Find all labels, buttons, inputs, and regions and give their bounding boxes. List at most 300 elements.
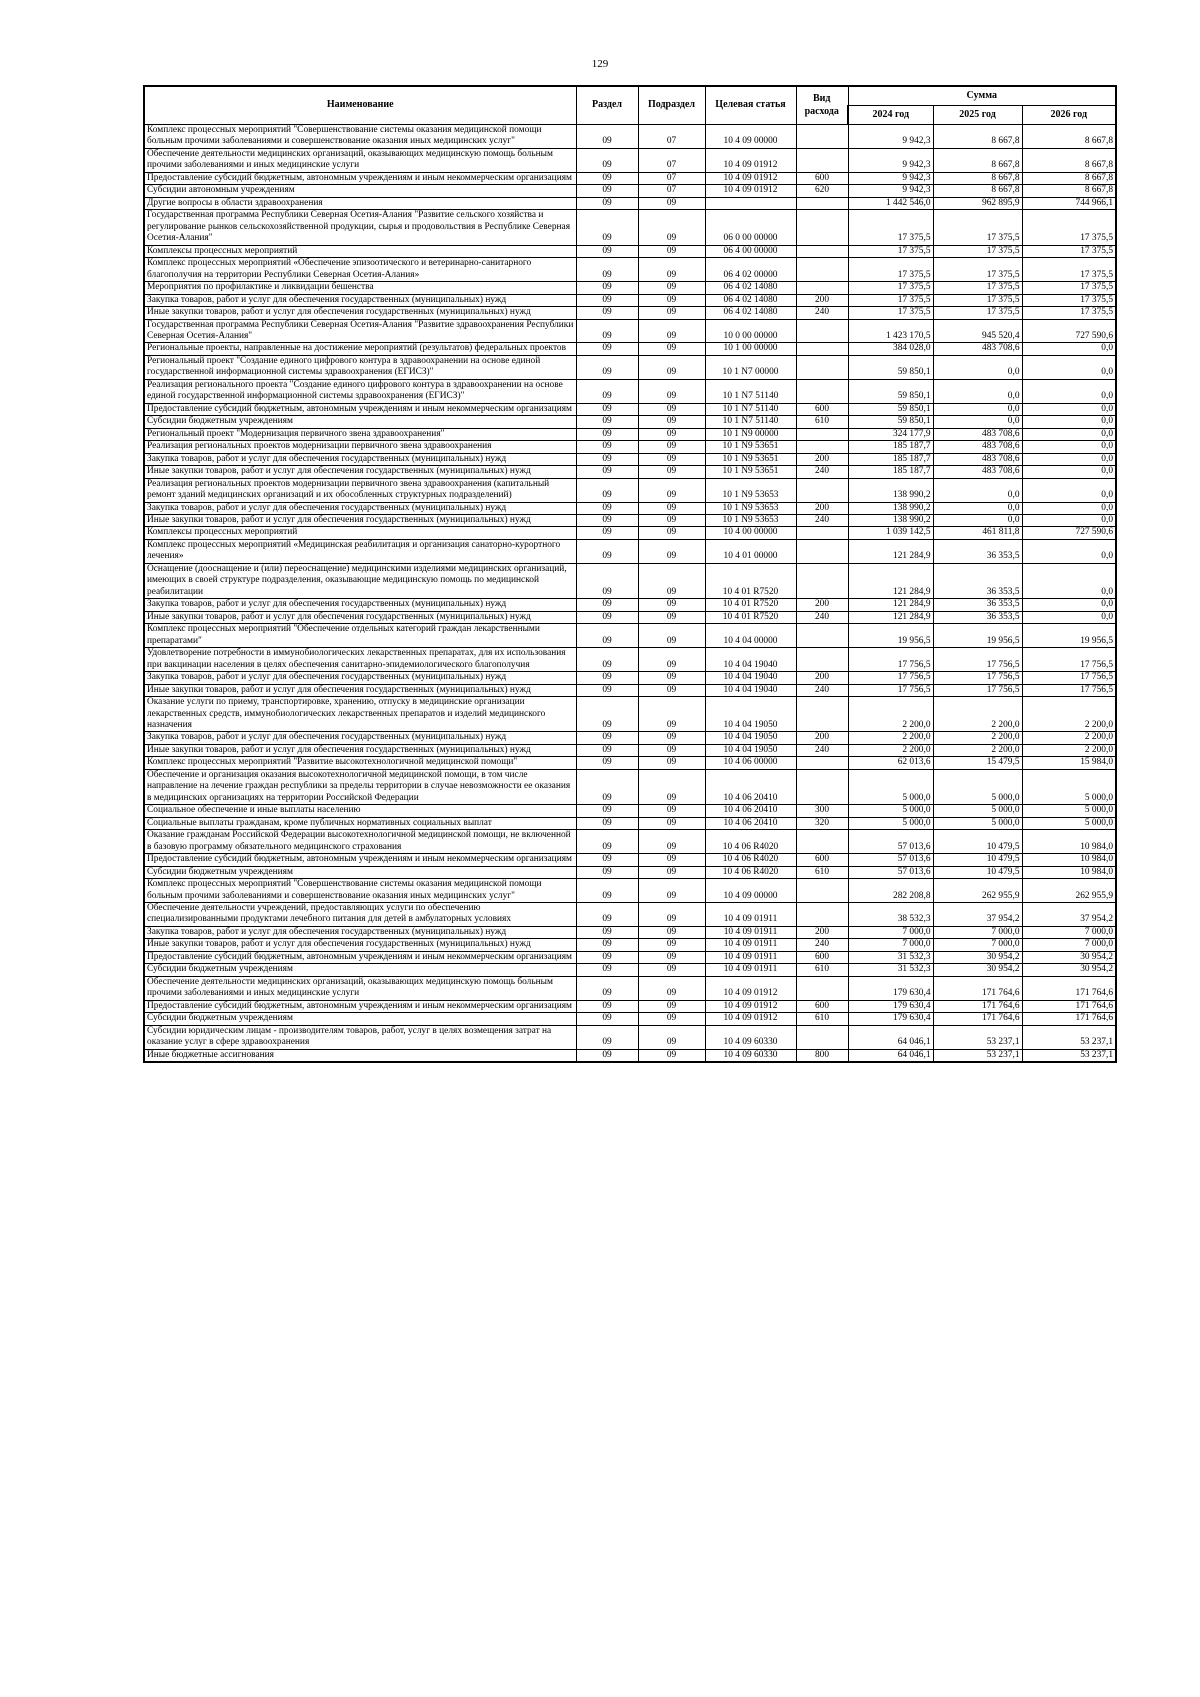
row-expense-kind <box>796 648 848 672</box>
row-section: 09 <box>576 976 638 1000</box>
row-target-article: 10 4 04 19040 <box>705 648 796 672</box>
row-sum-2025: 483 708,6 <box>933 441 1022 453</box>
row-section: 09 <box>576 441 638 453</box>
row-target-article: 10 4 09 01911 <box>705 964 796 976</box>
row-sum-2026: 17 375,5 <box>1022 258 1116 282</box>
row-expense-kind: 200 <box>796 732 848 744</box>
row-target-article: 10 4 06 R4020 <box>705 830 796 854</box>
row-subsection: 09 <box>638 805 705 817</box>
row-sum-2024: 57 013,6 <box>848 854 933 866</box>
row-expense-kind <box>796 343 848 355</box>
row-target-article: 10 4 09 01912 <box>705 1013 796 1025</box>
table-row <box>144 684 1116 696</box>
row-name: Иные закупки товаров, работ и услуг для обеспечения государственных (муниципальных) нужд <box>144 466 576 478</box>
table-row <box>144 951 1116 963</box>
row-section: 09 <box>576 624 638 648</box>
row-section: 09 <box>576 539 638 563</box>
row-sum-2025: 15 479,5 <box>933 757 1022 769</box>
table-row <box>144 453 1116 465</box>
row-expense-kind: 320 <box>796 817 848 829</box>
row-expense-kind: 200 <box>796 453 848 465</box>
row-section: 09 <box>576 478 638 502</box>
row-sum-2025: 0,0 <box>933 355 1022 379</box>
row-expense-kind: 240 <box>796 684 848 696</box>
row-sum-2024: 121 284,9 <box>848 611 933 623</box>
row-target-article: 10 4 04 19050 <box>705 697 796 732</box>
row-name: Обеспечение деятельности медицинских организаций, оказывающих медицинскую помощь больным прочими заболеваниями и иных медицинские услуги <box>144 148 576 172</box>
row-expense-kind: 240 <box>796 611 848 623</box>
row-target-article: 10 4 06 00000 <box>705 757 796 769</box>
row-sum-2024: 179 630,4 <box>848 976 933 1000</box>
row-sum-2024: 384 028,0 <box>848 343 933 355</box>
row-subsection: 09 <box>638 648 705 672</box>
row-sum-2026: 7 000,0 <box>1022 926 1116 938</box>
row-target-article: 10 4 09 60330 <box>705 1025 796 1049</box>
row-section: 09 <box>576 757 638 769</box>
row-sum-2026: 8 667,8 <box>1022 125 1116 149</box>
row-sum-2025: 53 237,1 <box>933 1049 1022 1062</box>
row-sum-2025: 483 708,6 <box>933 453 1022 465</box>
row-name: Комплекс процессных мероприятий "Совершенствование системы оказания медицинской помощи больным прочими заболеваниями и совершенствование оказания иных медицинских услуг" <box>144 879 576 903</box>
row-subsection: 09 <box>638 527 705 539</box>
row-name: Мероприятия по профилактике и ликвидации бешенства <box>144 282 576 294</box>
row-sum-2024: 9 942,3 <box>848 172 933 184</box>
row-sum-2026: 10 984,0 <box>1022 866 1116 878</box>
row-section: 09 <box>576 125 638 149</box>
row-sum-2024: 5 000,0 <box>848 817 933 829</box>
row-name: Закупка товаров, работ и услуг для обеспечения государственных (муниципальных) нужд <box>144 732 576 744</box>
row-subsection: 09 <box>638 976 705 1000</box>
row-name: Субсидии бюджетным учреждениям <box>144 964 576 976</box>
row-target-article: 10 1 N9 53653 <box>705 515 796 527</box>
row-sum-2026: 0,0 <box>1022 599 1116 611</box>
row-expense-kind <box>796 319 848 343</box>
table-row <box>144 926 1116 938</box>
row-subsection: 09 <box>638 563 705 598</box>
table-row <box>144 294 1116 306</box>
row-sum-2026: 0,0 <box>1022 441 1116 453</box>
row-name: Иные закупки товаров, работ и услуг для обеспечения государственных (муниципальных) нужд <box>144 611 576 623</box>
row-sum-2026: 5 000,0 <box>1022 817 1116 829</box>
row-sum-2026: 0,0 <box>1022 466 1116 478</box>
row-sum-2025: 7 000,0 <box>933 939 1022 951</box>
row-expense-kind <box>796 428 848 440</box>
row-subsection: 09 <box>638 599 705 611</box>
row-subsection: 09 <box>638 355 705 379</box>
row-name: Удовлетворение потребности в иммунобиологических лекарственных препаратах, для их использования при вакцинации населения в целях обеспечения санитарно-эпидемиологического благополучия <box>144 648 576 672</box>
row-sum-2025: 36 353,5 <box>933 599 1022 611</box>
row-sum-2024: 31 532,3 <box>848 964 933 976</box>
row-sum-2026: 8 667,8 <box>1022 172 1116 184</box>
row-sum-2026: 15 984,0 <box>1022 757 1116 769</box>
row-expense-kind <box>796 125 848 149</box>
row-name: Закупка товаров, работ и услуг для обеспечения государственных (муниципальных) нужд <box>144 926 576 938</box>
row-subsection: 09 <box>638 866 705 878</box>
row-sum-2024: 7 000,0 <box>848 939 933 951</box>
row-sum-2025: 17 756,5 <box>933 684 1022 696</box>
row-name: Закупка товаров, работ и услуг для обеспечения государственных (муниципальных) нужд <box>144 672 576 684</box>
row-sum-2025: 0,0 <box>933 379 1022 403</box>
row-target-article: 10 0 00 00000 <box>705 319 796 343</box>
row-sum-2025: 171 764,6 <box>933 1013 1022 1025</box>
row-sum-2024: 121 284,9 <box>848 599 933 611</box>
row-name: Закупка товаров, работ и услуг для обеспечения государственных (муниципальных) нужд <box>144 502 576 514</box>
row-expense-kind <box>796 478 848 502</box>
row-subsection: 09 <box>638 926 705 938</box>
row-sum-2026: 19 956,5 <box>1022 624 1116 648</box>
row-section: 09 <box>576 282 638 294</box>
row-name: Оснащение (дооснащение и (или) переоснащение) медицинскими изделиями медицинских организаций, имеющих в своей структуре подразделения, оказывающие медицинскую помощь по медицинской реабилитации <box>144 563 576 598</box>
row-sum-2025: 5 000,0 <box>933 817 1022 829</box>
row-expense-kind <box>796 148 848 172</box>
row-target-article: 10 1 N7 51140 <box>705 403 796 415</box>
row-subsection: 09 <box>638 903 705 927</box>
row-subsection: 09 <box>638 939 705 951</box>
row-expense-kind: 240 <box>796 939 848 951</box>
row-section: 09 <box>576 903 638 927</box>
row-subsection: 09 <box>638 428 705 440</box>
row-subsection: 09 <box>638 684 705 696</box>
row-name: Социальное обеспечение и иные выплаты населению <box>144 805 576 817</box>
row-sum-2025: 36 353,5 <box>933 539 1022 563</box>
row-expense-kind: 600 <box>796 854 848 866</box>
table-row <box>144 343 1116 355</box>
row-target-article: 10 1 N7 51140 <box>705 416 796 428</box>
row-expense-kind <box>796 563 848 598</box>
row-sum-2026: 7 000,0 <box>1022 939 1116 951</box>
row-expense-kind <box>796 355 848 379</box>
row-sum-2026: 30 954,2 <box>1022 951 1116 963</box>
row-expense-kind <box>796 757 848 769</box>
row-sum-2025: 461 811,8 <box>933 527 1022 539</box>
row-section: 09 <box>576 732 638 744</box>
row-section: 09 <box>576 926 638 938</box>
table-body <box>144 125 1116 1063</box>
row-sum-2026: 0,0 <box>1022 502 1116 514</box>
row-subsection: 09 <box>638 197 705 209</box>
row-sum-2026: 0,0 <box>1022 343 1116 355</box>
row-sum-2024: 282 208,8 <box>848 879 933 903</box>
row-sum-2025: 30 954,2 <box>933 964 1022 976</box>
row-sum-2024: 38 532,3 <box>848 903 933 927</box>
row-expense-kind: 610 <box>796 866 848 878</box>
row-subsection: 09 <box>638 416 705 428</box>
row-sum-2025: 10 479,5 <box>933 830 1022 854</box>
row-sum-2026: 8 667,8 <box>1022 148 1116 172</box>
row-sum-2024: 19 956,5 <box>848 624 933 648</box>
row-target-article: 10 1 N9 00000 <box>705 428 796 440</box>
table-row <box>144 732 1116 744</box>
row-name: Иные закупки товаров, работ и услуг для обеспечения государственных (муниципальных) нужд <box>144 744 576 756</box>
row-section: 09 <box>576 307 638 319</box>
row-sum-2024: 17 375,5 <box>848 282 933 294</box>
table-row <box>144 478 1116 502</box>
row-sum-2026: 17 375,5 <box>1022 210 1116 245</box>
row-sum-2026: 17 756,5 <box>1022 672 1116 684</box>
header-name: Наименование <box>144 86 576 125</box>
header-year-2025: 2025 год <box>933 106 1022 125</box>
row-section: 09 <box>576 527 638 539</box>
row-sum-2026: 8 667,8 <box>1022 185 1116 197</box>
row-subsection: 09 <box>638 282 705 294</box>
row-sum-2026: 0,0 <box>1022 428 1116 440</box>
row-section: 09 <box>576 879 638 903</box>
row-section: 09 <box>576 697 638 732</box>
table-row <box>144 379 1116 403</box>
row-expense-kind: 200 <box>796 294 848 306</box>
row-sum-2025: 5 000,0 <box>933 805 1022 817</box>
row-sum-2025: 19 956,5 <box>933 624 1022 648</box>
row-sum-2026: 17 375,5 <box>1022 307 1116 319</box>
row-sum-2026: 0,0 <box>1022 379 1116 403</box>
row-expense-kind: 620 <box>796 185 848 197</box>
row-target-article: 10 4 04 00000 <box>705 624 796 648</box>
row-target-article: 10 4 01 R7520 <box>705 563 796 598</box>
row-target-article: 10 4 09 01912 <box>705 148 796 172</box>
row-subsection: 09 <box>638 307 705 319</box>
row-name: Комплекс процессных мероприятий «Медицинская реабилитация и организация санаторно-курортного лечения» <box>144 539 576 563</box>
table-row <box>144 1049 1116 1062</box>
row-expense-kind: 200 <box>796 599 848 611</box>
row-sum-2024: 64 046,1 <box>848 1025 933 1049</box>
row-expense-kind <box>796 1025 848 1049</box>
row-sum-2024: 9 942,3 <box>848 185 933 197</box>
row-sum-2025: 17 375,5 <box>933 245 1022 257</box>
row-sum-2024: 17 375,5 <box>848 258 933 282</box>
row-sum-2024: 121 284,9 <box>848 563 933 598</box>
row-target-article: 10 4 06 R4020 <box>705 854 796 866</box>
row-sum-2024: 1 442 546,0 <box>848 197 933 209</box>
row-name: Иные бюджетные ассигнования <box>144 1049 576 1062</box>
row-name: Оказание услуги по приему, транспортировке, хранению, отпуску в медицинские организации лекарственных средств, иммунобиологических лекарственных препаратов и изделий медицинского назначения <box>144 697 576 732</box>
row-section: 09 <box>576 964 638 976</box>
row-name: Комплекс процессных мероприятий "Обеспечение отдельных категорий граждан лекарственными препаратами" <box>144 624 576 648</box>
row-target-article: 10 4 09 01911 <box>705 903 796 927</box>
row-subsection: 09 <box>638 453 705 465</box>
row-sum-2024: 2 200,0 <box>848 744 933 756</box>
row-target-article: 06 4 02 14080 <box>705 282 796 294</box>
table-row <box>144 1013 1116 1025</box>
budget-table <box>143 85 1117 1063</box>
row-subsection: 09 <box>638 951 705 963</box>
row-expense-kind: 600 <box>796 951 848 963</box>
row-expense-kind: 240 <box>796 744 848 756</box>
row-section: 09 <box>576 769 638 804</box>
row-sum-2026: 0,0 <box>1022 611 1116 623</box>
row-section: 09 <box>576 355 638 379</box>
row-name: Закупка товаров, работ и услуг для обеспечения государственных (муниципальных) нужд <box>144 599 576 611</box>
row-sum-2025: 5 000,0 <box>933 769 1022 804</box>
table-row <box>144 976 1116 1000</box>
row-subsection: 09 <box>638 854 705 866</box>
row-section: 09 <box>576 611 638 623</box>
row-expense-kind: 240 <box>796 307 848 319</box>
row-section: 09 <box>576 830 638 854</box>
row-section: 09 <box>576 1025 638 1049</box>
row-name: Комплекс процессных мероприятий «Обеспечение эпизоотического и ветеринарно-санитарного благополучия на территории Республики Северная Осетия-Алания» <box>144 258 576 282</box>
table-row <box>144 282 1116 294</box>
row-section: 09 <box>576 648 638 672</box>
row-subsection: 09 <box>638 830 705 854</box>
row-target-article: 10 4 04 19040 <box>705 684 796 696</box>
row-expense-kind: 800 <box>796 1049 848 1062</box>
row-sum-2025: 17 375,5 <box>933 294 1022 306</box>
row-sum-2025: 53 237,1 <box>933 1025 1022 1049</box>
row-sum-2026: 10 984,0 <box>1022 854 1116 866</box>
row-sum-2026: 744 966,1 <box>1022 197 1116 209</box>
row-sum-2025: 17 375,5 <box>933 282 1022 294</box>
table-row <box>144 441 1116 453</box>
row-subsection: 09 <box>638 379 705 403</box>
row-sum-2025: 8 667,8 <box>933 185 1022 197</box>
row-expense-kind: 300 <box>796 805 848 817</box>
row-sum-2025: 10 479,5 <box>933 854 1022 866</box>
table-row <box>144 416 1116 428</box>
row-target-article: 10 1 N9 53653 <box>705 478 796 502</box>
table-row <box>144 245 1116 257</box>
table-row <box>144 502 1116 514</box>
row-target-article: 10 1 N9 53651 <box>705 453 796 465</box>
row-sum-2024: 9 942,3 <box>848 125 933 149</box>
row-name: Иные закупки товаров, работ и услуг для обеспечения государственных (муниципальных) нужд <box>144 684 576 696</box>
header-subsection: Подраздел <box>638 86 705 125</box>
row-subsection: 09 <box>638 1049 705 1062</box>
row-expense-kind: 610 <box>796 1013 848 1025</box>
row-name: Закупка товаров, работ и услуг для обеспечения государственных (муниципальных) нужд <box>144 453 576 465</box>
row-sum-2024: 7 000,0 <box>848 926 933 938</box>
row-sum-2024: 2 200,0 <box>848 732 933 744</box>
row-subsection: 09 <box>638 1025 705 1049</box>
row-section: 09 <box>576 343 638 355</box>
row-target-article: 10 4 09 01912 <box>705 185 796 197</box>
row-subsection: 09 <box>638 258 705 282</box>
row-sum-2026: 262 955,9 <box>1022 879 1116 903</box>
row-expense-kind <box>796 697 848 732</box>
table-row <box>144 515 1116 527</box>
row-sum-2026: 0,0 <box>1022 478 1116 502</box>
row-sum-2024: 179 630,4 <box>848 1013 933 1025</box>
row-section: 09 <box>576 245 638 257</box>
row-subsection: 09 <box>638 1013 705 1025</box>
row-target-article: 06 4 02 14080 <box>705 294 796 306</box>
row-name: Предоставление субсидий бюджетным, автономным учреждениям и иным некоммерческим организациям <box>144 1000 576 1012</box>
row-expense-kind: 200 <box>796 502 848 514</box>
row-section: 09 <box>576 1000 638 1012</box>
row-sum-2026: 10 984,0 <box>1022 830 1116 854</box>
row-sum-2026: 2 200,0 <box>1022 744 1116 756</box>
row-subsection: 09 <box>638 769 705 804</box>
table-row <box>144 697 1116 732</box>
table-row <box>144 563 1116 598</box>
row-target-article: 10 4 04 19040 <box>705 672 796 684</box>
row-sum-2024: 59 850,1 <box>848 403 933 415</box>
row-expense-kind: 600 <box>796 1000 848 1012</box>
row-sum-2025: 10 479,5 <box>933 866 1022 878</box>
row-section: 09 <box>576 684 638 696</box>
row-sum-2024: 57 013,6 <box>848 866 933 878</box>
row-subsection: 09 <box>638 294 705 306</box>
row-target-article: 10 4 06 20410 <box>705 817 796 829</box>
row-name: Комплекс процессных мероприятий "Развитие высокотехнологичной медицинской помощи" <box>144 757 576 769</box>
row-sum-2024: 17 756,5 <box>848 672 933 684</box>
row-name: Региональный проект "Модернизация первичного звена здравоохранения" <box>144 428 576 440</box>
row-sum-2026: 5 000,0 <box>1022 769 1116 804</box>
table-row <box>144 611 1116 623</box>
row-expense-kind <box>796 539 848 563</box>
table-row <box>144 466 1116 478</box>
row-sum-2024: 5 000,0 <box>848 805 933 817</box>
row-name: Другие вопросы в области здравоохранения <box>144 197 576 209</box>
table-row <box>144 197 1116 209</box>
row-name: Субсидии юридическим лицам - производителям товаров, работ, услуг в целях возмещения затрат на оказание услуг в сфере здравоохранения <box>144 1025 576 1049</box>
header-target-article: Целевая статья <box>705 86 796 125</box>
table-row <box>144 939 1116 951</box>
row-target-article: 10 4 09 01912 <box>705 1000 796 1012</box>
row-target-article: 10 1 N9 53651 <box>705 441 796 453</box>
row-sum-2025: 8 667,8 <box>933 148 1022 172</box>
row-sum-2025: 17 756,5 <box>933 672 1022 684</box>
row-sum-2026: 17 375,5 <box>1022 282 1116 294</box>
row-subsection: 09 <box>638 245 705 257</box>
row-sum-2025: 0,0 <box>933 478 1022 502</box>
row-subsection: 09 <box>638 744 705 756</box>
row-expense-kind <box>796 769 848 804</box>
row-name: Оказание гражданам Российской Федерации высокотехнологичной медицинской помощи, не включенной в базовую программу обязательного медицинского страхования <box>144 830 576 854</box>
row-expense-kind <box>796 624 848 648</box>
row-expense-kind <box>796 282 848 294</box>
row-section: 09 <box>576 258 638 282</box>
row-name: Закупка товаров, работ и услуг для обеспечения государственных (муниципальных) нужд <box>144 294 576 306</box>
row-name: Иные закупки товаров, работ и услуг для обеспечения государственных (муниципальных) нужд <box>144 307 576 319</box>
table-row <box>144 428 1116 440</box>
table-row <box>144 355 1116 379</box>
row-sum-2024: 138 990,2 <box>848 478 933 502</box>
row-name: Предоставление субсидий бюджетным, автономным учреждениям и иным некоммерческим организациям <box>144 172 576 184</box>
row-sum-2025: 2 200,0 <box>933 744 1022 756</box>
row-sum-2026: 0,0 <box>1022 515 1116 527</box>
table-row <box>144 854 1116 866</box>
row-subsection: 09 <box>638 478 705 502</box>
row-subsection: 07 <box>638 185 705 197</box>
row-subsection: 09 <box>638 343 705 355</box>
row-sum-2024: 59 850,1 <box>848 379 933 403</box>
row-sum-2026: 37 954,2 <box>1022 903 1116 927</box>
row-target-article: 10 4 00 00000 <box>705 527 796 539</box>
row-name: Комплекс процессных мероприятий "Совершенствование системы оказания медицинской помощи больным прочими заболеваниями и совершенствование оказания иных медицинских услуг" <box>144 125 576 149</box>
row-sum-2025: 36 353,5 <box>933 563 1022 598</box>
row-expense-kind <box>796 976 848 1000</box>
row-subsection: 09 <box>638 732 705 744</box>
row-name: Региональный проект "Создание единого цифрового контура в здравоохранении на основе единой государственной информационной системы здравоохранения (ЕГИСЗ)" <box>144 355 576 379</box>
row-target-article: 10 4 09 01911 <box>705 926 796 938</box>
row-section: 09 <box>576 1049 638 1062</box>
row-subsection: 09 <box>638 624 705 648</box>
row-subsection: 09 <box>638 1000 705 1012</box>
row-target-article: 10 4 04 19050 <box>705 732 796 744</box>
row-subsection: 09 <box>638 403 705 415</box>
row-sum-2026: 2 200,0 <box>1022 697 1116 732</box>
table-row <box>144 757 1116 769</box>
row-sum-2025: 2 200,0 <box>933 697 1022 732</box>
row-sum-2026: 0,0 <box>1022 416 1116 428</box>
row-name: Иные закупки товаров, работ и услуг для обеспечения государственных (муниципальных) нужд <box>144 515 576 527</box>
row-expense-kind <box>796 830 848 854</box>
row-sum-2025: 36 353,5 <box>933 611 1022 623</box>
table-row <box>144 148 1116 172</box>
row-name: Предоставление субсидий бюджетным, автономным учреждениям и иным некоммерческим организациям <box>144 951 576 963</box>
row-section: 09 <box>576 515 638 527</box>
table-row <box>144 172 1116 184</box>
